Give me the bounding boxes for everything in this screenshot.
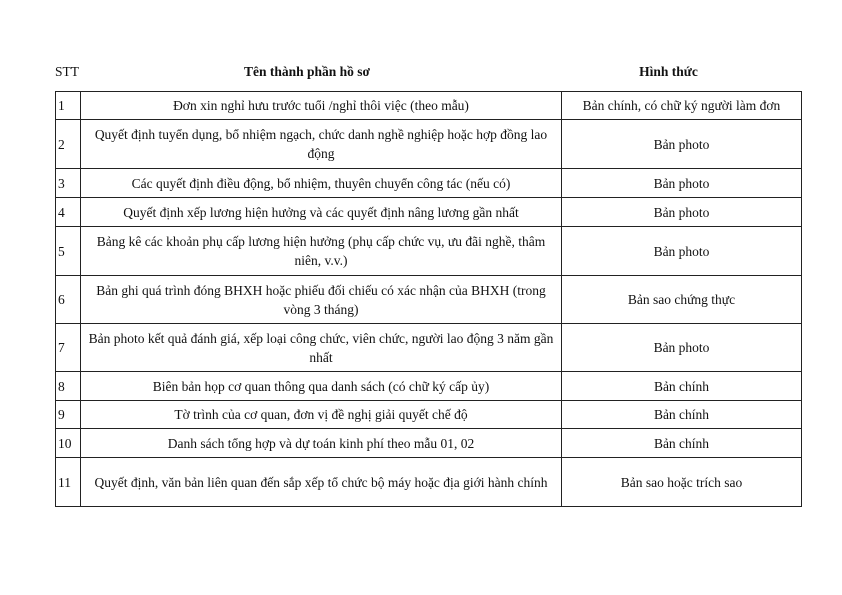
row-form: Bản chính xyxy=(562,401,802,429)
header-document-name: Tên thành phần hồ sơ xyxy=(243,64,371,79)
table-row xyxy=(56,372,802,401)
row-document-name: Bản photo kết quả đánh giá, xếp loại công chức, viên chức, người lao động 3 năm gần nhất xyxy=(81,324,562,372)
table-row xyxy=(56,92,802,120)
row-document-name: Tờ trình của cơ quan, đơn vị đề nghị giải quyết chế độ xyxy=(81,401,562,429)
table-header xyxy=(55,64,802,84)
table-row xyxy=(56,429,802,458)
table-row xyxy=(56,324,802,372)
row-stt: 5 xyxy=(56,227,81,276)
row-document-name: Quyết định, văn bản liên quan đến sắp xếp tổ chức bộ máy hoặc địa giới hành chính xyxy=(81,458,562,507)
table-row xyxy=(56,198,802,227)
row-document-name: Quyết định tuyển dụng, bổ nhiệm ngạch, chức danh nghề nghiệp hoặc hợp đồng lao động xyxy=(81,120,562,169)
row-stt: 1 xyxy=(56,92,81,120)
table-row xyxy=(56,227,802,276)
header-form: Hình thức xyxy=(639,64,698,79)
row-document-name: Biên bản họp cơ quan thông qua danh sách (có chữ ký cấp ủy) xyxy=(81,372,562,401)
row-form: Bản photo xyxy=(562,198,802,227)
row-form: Bản chính xyxy=(562,372,802,401)
row-form: Bản photo xyxy=(562,169,802,198)
table-row xyxy=(56,401,802,429)
row-stt: 4 xyxy=(56,198,81,227)
table-row xyxy=(56,458,802,507)
row-form: Bản photo xyxy=(562,120,802,169)
document-list-table xyxy=(55,91,802,507)
row-stt: 8 xyxy=(56,372,81,401)
row-stt: 2 xyxy=(56,120,81,169)
row-document-name: Đơn xin nghỉ hưu trước tuổi /nghỉ thôi việc (theo mẫu) xyxy=(81,92,562,120)
table-row xyxy=(56,169,802,198)
row-stt: 6 xyxy=(56,276,81,324)
table-row xyxy=(56,276,802,324)
row-stt: 3 xyxy=(56,169,81,198)
row-stt: 10 xyxy=(56,429,81,458)
row-form: Bản photo xyxy=(562,324,802,372)
row-stt: 11 xyxy=(56,458,81,507)
row-stt: 9 xyxy=(56,401,81,429)
row-form: Bản photo xyxy=(562,227,802,276)
row-document-name: Danh sách tổng hợp và dự toán kinh phí theo mẫu 01, 02 xyxy=(81,429,562,458)
row-form: Bản sao hoặc trích sao xyxy=(562,458,802,507)
row-form: Bản sao chứng thực xyxy=(562,276,802,324)
row-stt: 7 xyxy=(56,324,81,372)
row-form: Bản chính, có chữ ký người làm đơn xyxy=(562,92,802,120)
header-stt: STT xyxy=(55,64,80,79)
row-form: Bản chính xyxy=(562,429,802,458)
row-document-name: Các quyết định điều động, bổ nhiệm, thuyên chuyển công tác (nếu có) xyxy=(81,169,562,198)
row-document-name: Bản ghi quá trình đóng BHXH hoặc phiếu đối chiếu có xác nhận của BHXH (trong vòng 3 tháng) xyxy=(81,276,562,324)
row-document-name: Quyết định xếp lương hiện hưởng và các quyết định nâng lương gần nhất xyxy=(81,198,562,227)
row-document-name: Bảng kê các khoản phụ cấp lương hiện hưởng (phụ cấp chức vụ, ưu đãi nghề, thâm niên, v.v.) xyxy=(81,227,562,276)
table-row xyxy=(56,120,802,169)
